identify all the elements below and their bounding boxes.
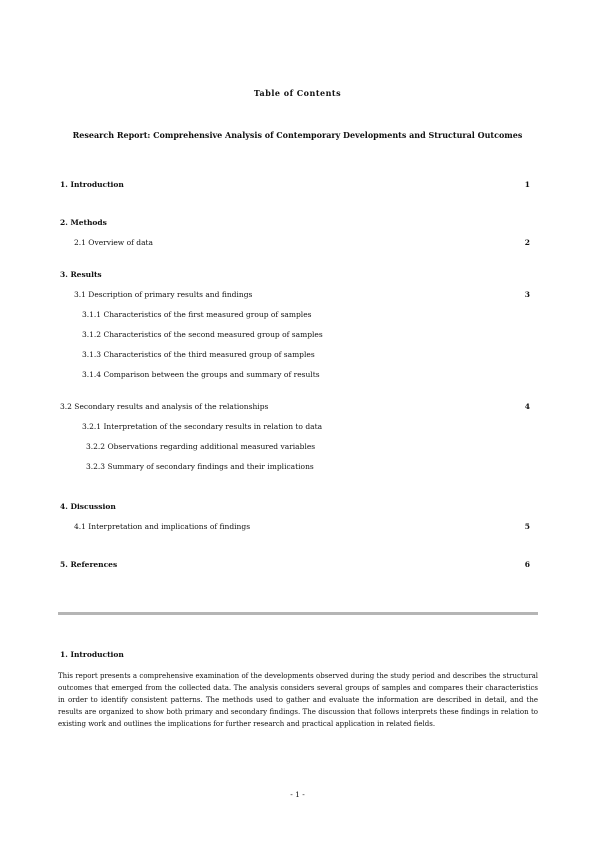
toc-entry[interactable] — [60, 216, 530, 230]
toc-entry-page: 2 — [524, 238, 530, 247]
document-title: Research Report: Comprehensive Analysis of Contemporary Developments and Structural Outcomes — [72, 130, 523, 140]
toc-entry-page: 5 — [524, 522, 530, 531]
toc-entry[interactable] — [60, 400, 530, 414]
toc-entry-title: 3.2.1 Interpretation of the secondary results in relation to data — [82, 422, 323, 431]
toc-entry[interactable] — [60, 178, 530, 192]
toc-entry[interactable] — [60, 500, 530, 514]
toc-entry-title: 5. References — [60, 560, 118, 569]
page-number: - 1 - — [290, 790, 305, 799]
toc-entry-title: 3.2.2 Observations regarding additional measured variables — [86, 442, 316, 451]
toc-entry-title: 1. Introduction — [60, 180, 124, 189]
toc-entry[interactable] — [60, 288, 530, 302]
toc-entry-title: 3.2.3 Summary of secondary findings and their implications — [86, 462, 314, 471]
toc-entry[interactable] — [60, 420, 530, 434]
toc-entry-title: 3.1.2 Characteristics of the second measured group of samples — [82, 330, 323, 339]
toc-entry-page: 6 — [524, 560, 530, 569]
header-label: Table of Contents — [253, 88, 342, 98]
toc-entry[interactable] — [60, 460, 530, 474]
toc-entry[interactable] — [60, 328, 530, 342]
toc-entry-page: 1 — [524, 180, 530, 189]
toc-entry-title: 2. Methods — [60, 218, 107, 227]
body-paragraph: This report presents a comprehensive examination of the developments observed during the study period and describes the structural outcomes that emerged from the collected data. The analysis considers several groups of samples and compares their characteristics in order to identify consistent patterns. The methods used to gather and evaluate the information are described in detail, and the results are organized to show both primary and secondary findings. The discussion that follows interprets these findings in relation to existing work and outlines the implications for further research and practical application in related fields. — [58, 672, 538, 728]
toc-entry-title: 3.1.1 Characteristics of the first measured group of samples — [82, 310, 312, 319]
section-divider — [58, 612, 538, 615]
toc-entry-title: 3. Results — [60, 270, 102, 279]
toc-entry[interactable] — [60, 308, 530, 322]
toc-entry-title: 4. Discussion — [60, 502, 116, 511]
toc-entry-title: 4.1 Interpretation and implications of findings — [74, 522, 251, 531]
toc-entry-page: 3 — [524, 290, 530, 299]
toc-entry[interactable] — [60, 558, 530, 572]
toc-entry-title: 3.1 Description of primary results and findings — [74, 290, 253, 299]
toc-entry[interactable] — [60, 268, 530, 282]
toc-entry-title: 3.1.3 Characteristics of the third measured group of samples — [82, 350, 315, 359]
section-heading: 1. Introduction — [60, 650, 124, 659]
toc-entry[interactable] — [60, 520, 530, 534]
toc-entry-title: 3.2 Secondary results and analysis of the relationships — [60, 402, 269, 411]
toc-entry[interactable] — [60, 236, 530, 250]
toc-entry-title: 2.1 Overview of data — [74, 238, 154, 247]
toc-entry[interactable] — [60, 440, 530, 454]
toc-entry-page: 4 — [524, 402, 530, 411]
toc-entry[interactable] — [60, 368, 530, 382]
toc-entry-title: 3.1.4 Comparison between the groups and summary of results — [82, 370, 320, 379]
toc-entry[interactable] — [60, 348, 530, 362]
